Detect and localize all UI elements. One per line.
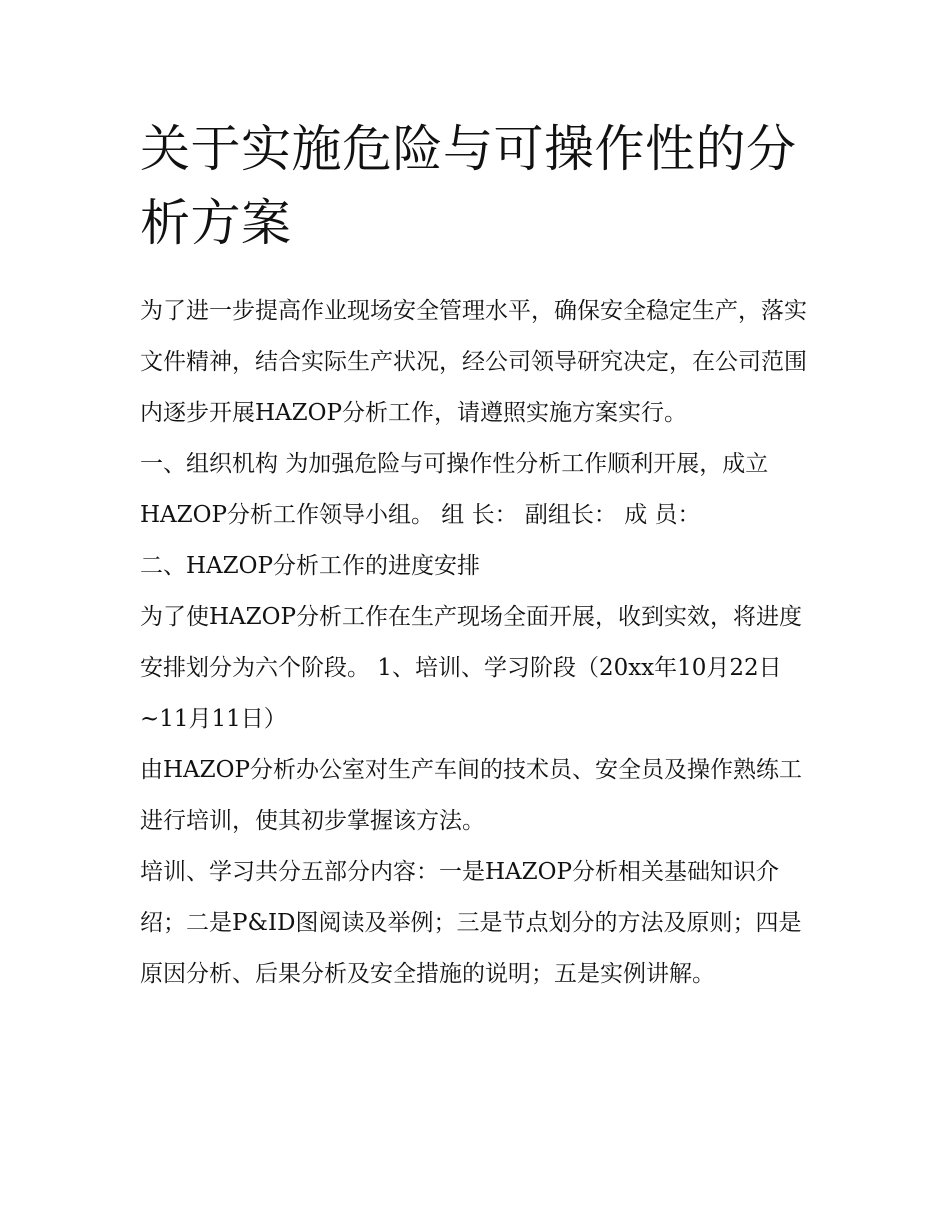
paragraph-schedule-stages: 为了使HAZOP分析工作在生产现场全面开展，收到实效，将进度安排划分为六个阶段。 1、培训、学习阶段（20xx年10月22日~11月11日）	[140, 604, 802, 732]
paragraph-training-content: 培训、学习共分五部分内容：一是HAZOP分析相关基础知识介绍；二是P&ID图阅读及举例；三是节点划分的方法及原则；四是原因分析、后果分析及安全措施的说明；五是实例讲解。	[140, 859, 802, 987]
paragraph-organization: 一、组织机构 为加强危险与可操作性分析工作顺利开展，成立HAZOP分析工作领导小组。 组 长： 副组长： 成 员：	[140, 451, 769, 528]
document-page	[140, 112, 816, 1000]
paragraph-training: 由HAZOP分析办公室对生产车间的技术员、安全员及操作熟练工进行培训，使其初步掌握该方法。	[140, 757, 802, 834]
paragraph-intro: 为了进一步提高作业现场安全管理水平，确保安全稳定生产，落实文件精神，结合实际生产状况，经公司领导研究决定，在公司范围内逐步开展HAZOP分析工作，请遵照实施方案实行。	[140, 298, 807, 426]
document-title: 关于实施危险与可操作性的分析方案	[140, 120, 797, 252]
paragraph-schedule-heading: 二、HAZOP分析工作的进度安排	[140, 553, 480, 579]
document-body	[140, 286, 816, 1000]
